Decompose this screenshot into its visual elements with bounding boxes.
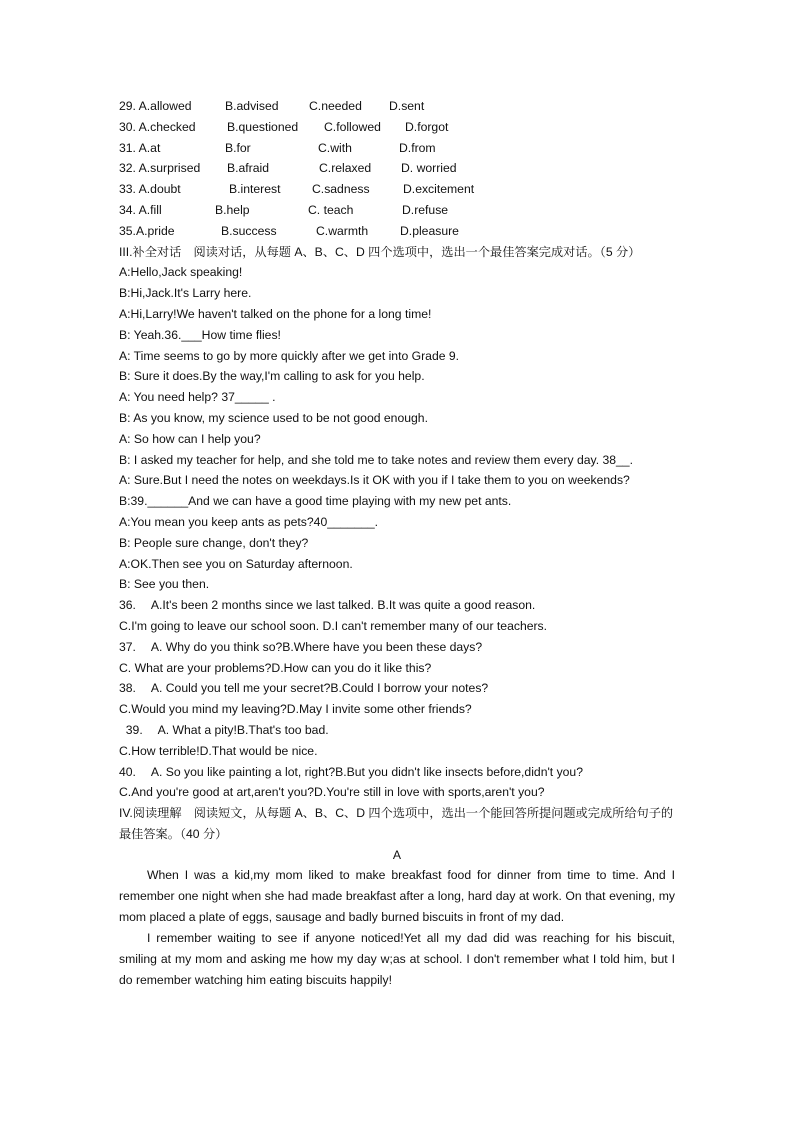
option-row <box>119 138 675 159</box>
dialogue-line: A:Hello,Jack speaking! <box>119 265 243 280</box>
passage-paragraph: When I was a kid,my mom liked to make breakfast food for dinner from time to time. And I remember one night when she had made breakfast after a long, hard day at work. On that evening, my mom placed a plate of eggs, sausage and badly burned biscuits in front of my dad. <box>119 868 675 925</box>
dialogue-line: B: People sure change, don't they? <box>119 535 309 550</box>
option-c: C.with <box>318 140 352 155</box>
dialogue <box>119 262 675 595</box>
option-b: B.interest <box>229 182 281 197</box>
option-a: 30. A.checked <box>119 119 196 134</box>
dialogue-line: A: Time seems to go by more quickly after we get into Grade 9. <box>119 348 460 363</box>
dialogue-line: B: As you know, my science used to be not good enough. <box>119 410 428 425</box>
choice-line: C.How terrible!D.That would be nice. <box>119 743 318 758</box>
option-d: D.excitement <box>403 182 475 197</box>
dialogue-line: B: Sure it does.By the way,I'm calling to ask for you help. <box>119 369 425 384</box>
option-row <box>119 117 675 138</box>
option-b: B.for <box>225 140 251 155</box>
option-row <box>119 96 675 117</box>
option-a: 29. A.allowed <box>119 99 192 113</box>
option-a: 32. A.surprised <box>119 161 201 176</box>
dialogue-line: B:39.______And we can have a good time playing with my new pet ants. <box>119 494 512 509</box>
option-row <box>119 221 675 242</box>
dialogue-line: A:OK.Then see you on Saturday afternoon. <box>119 556 353 571</box>
option-b: B.success <box>221 223 277 238</box>
option-b: B.advised <box>225 99 279 113</box>
option-c: C.relaxed <box>319 161 372 176</box>
exam-page <box>119 96 675 991</box>
choice-line: C.And you're good at art,aren't you?D.You're still in love with sports,aren't you? <box>119 785 545 800</box>
option-c: C.sadness <box>312 182 370 197</box>
option-row <box>119 179 675 200</box>
section-3-heading: III.补全对话 阅读对话，从每题 A、B、C、D 四个选项中，选出一个最佳答案完成对话。（5 分） <box>119 244 641 259</box>
dialogue-line: A:You mean you keep ants as pets?40_______. <box>119 514 379 529</box>
cloze-options <box>119 96 675 242</box>
dialogue-line: B: See you then. <box>119 577 210 592</box>
option-c: C. teach <box>308 202 354 217</box>
option-a: 35.A.pride <box>119 223 175 238</box>
option-d: D.forgot <box>405 119 449 134</box>
option-c: C.needed <box>309 99 362 113</box>
option-b: B.questioned <box>227 119 299 134</box>
option-b: B.afraid <box>227 161 270 176</box>
dialogue-line: B:Hi,Jack.It's Larry here. <box>119 286 252 301</box>
option-d: D. worried <box>401 161 457 176</box>
dialogue-line: A:Hi,Larry!We haven't talked on the phone for a long time! <box>119 306 432 321</box>
option-d: D.pleasure <box>400 223 459 238</box>
passage-paragraph: I remember waiting to see if anyone noticed!Yet all my dad did was reaching for his biscuit, smiling at my mom and asking me how my day w;as at school. I don't remember what I told him, but I do remember watching him eating biscuits happily! <box>119 931 675 988</box>
choice-line: 38. A. Could you tell me your secret?B.Could I borrow your notes? <box>119 681 489 696</box>
dialogue-line: B: Yeah.36.___How time flies! <box>119 327 281 342</box>
choice-line: 36. A.It's been 2 months since we last talked. B.It was quite a good reason. <box>119 598 536 613</box>
choice-line: C.Would you mind my leaving?D.May I invite some other friends? <box>119 702 472 717</box>
option-d: D.sent <box>389 99 425 113</box>
choice-line: 37. A. Why do you think so?B.Where have you been these days? <box>119 639 483 654</box>
answer-choices <box>119 595 675 803</box>
option-a: 34. A.fill <box>119 202 162 217</box>
dialogue-line: B: I asked my teacher for help, and she told me to take notes and review them every day. 38__. <box>119 452 633 467</box>
option-row <box>119 158 675 179</box>
choice-line: C.I'm going to leave our school soon. D.I can't remember many of our teachers. <box>119 618 548 633</box>
option-d: D.from <box>399 140 436 155</box>
dialogue-line: A: You need help? 37_____ . <box>119 390 276 405</box>
dialogue-line: A: Sure.But I need the notes on weekdays.Is it OK with you if I take them to you on weekends? <box>119 473 630 488</box>
choice-line: 40. A. So you like painting a lot, right?B.But you didn't like insects before,didn't you? <box>119 764 583 779</box>
section-4-heading: IV.阅读理解 阅读短文，从每题 A、B、C、D 四个选项中，选出一个能回答所提问题或完成所给句子的最佳答案。（40 分） <box>119 806 674 841</box>
option-b: B.help <box>215 202 250 217</box>
option-row <box>119 200 675 221</box>
option-d: D.refuse <box>402 202 449 217</box>
option-c: C.warmth <box>316 223 369 238</box>
option-a: 33. A.doubt <box>119 182 181 197</box>
choice-line: 39. A. What a pity!B.That's too bad. <box>119 722 329 737</box>
dialogue-line: A: So how can I help you? <box>119 431 261 446</box>
option-c: C.followed <box>324 119 381 134</box>
choice-line: C. What are your problems?D.How can you do it like this? <box>119 660 432 675</box>
passage-label: A <box>392 847 402 862</box>
option-a: 31. A.at <box>119 140 161 155</box>
